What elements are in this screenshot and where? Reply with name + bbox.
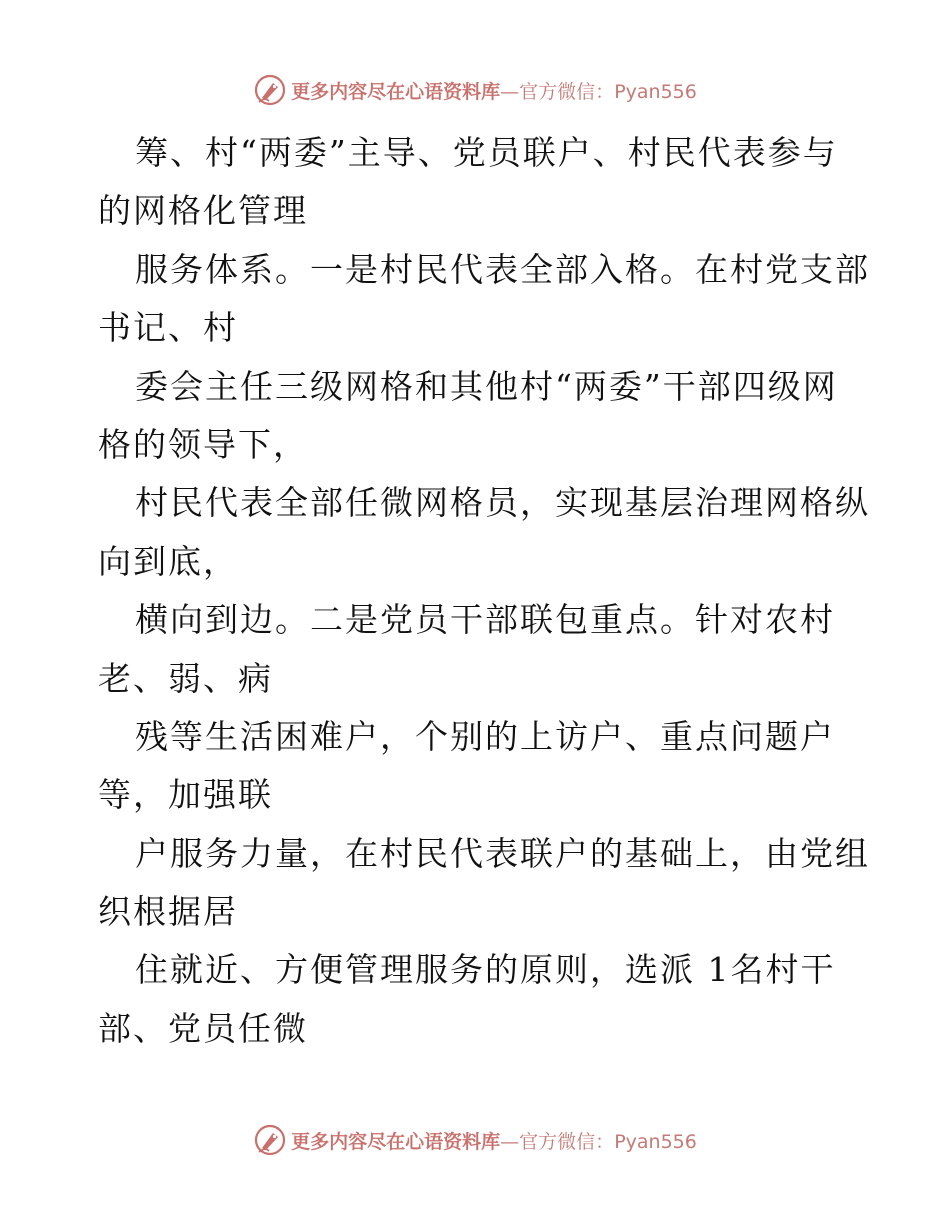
body-line: 筹、村“两委”主导、党员联户、村民代表参与 [135,133,838,172]
watermark-text [291,1127,697,1154]
pen-nib-logo-icon [253,73,287,107]
body-line: 老、弱、病 [98,658,273,698]
body-line: 残等生活困难户，个别的上访户、重点问题户 [135,716,835,756]
watermark-text [291,77,697,104]
body-line: 村民代表全部任微网格员，实现基层治理网格纵 [135,483,870,523]
body-line: 书记、村 [98,308,238,348]
watermark-wechat-id: Pyan556 [614,1130,697,1153]
body-line: 服务体系。一是村民代表全部入格。在村党支部 [135,249,870,289]
watermark-main-text: 更多内容尽在心语资料库 [291,80,501,103]
watermark-separator: —官方微信： [500,80,615,103]
body-line: 委会主任三级网格和其他村“两委”干部四级网 [135,366,838,406]
body-line: 向到底， [98,541,238,581]
body-line: 横向到边。二是党员干部联包重点。针对农村 [135,600,835,640]
body-line: 等，加强联 [98,775,273,815]
pen-nib-logo-icon [253,1123,287,1157]
body-line: 格的领导下， [98,424,308,464]
watermark-main-text: 更多内容尽在心语资料库 [291,1130,501,1153]
body-line: 部、党员任微 [98,1008,308,1048]
body-line: 户服务力量，在村民代表联户的基础上，由党组 [135,833,870,873]
watermark-wechat-id: Pyan556 [614,80,697,103]
footer-watermark [0,1120,950,1160]
body-line: 住就近、方便管理服务的原则，选派 1名村干 [135,950,836,990]
body-line: 织根据居 [98,892,238,932]
document-body [98,124,870,1058]
watermark-separator: —官方微信： [500,1130,615,1153]
body-line: 的网格化管理 [98,191,308,231]
header-watermark [0,70,950,110]
